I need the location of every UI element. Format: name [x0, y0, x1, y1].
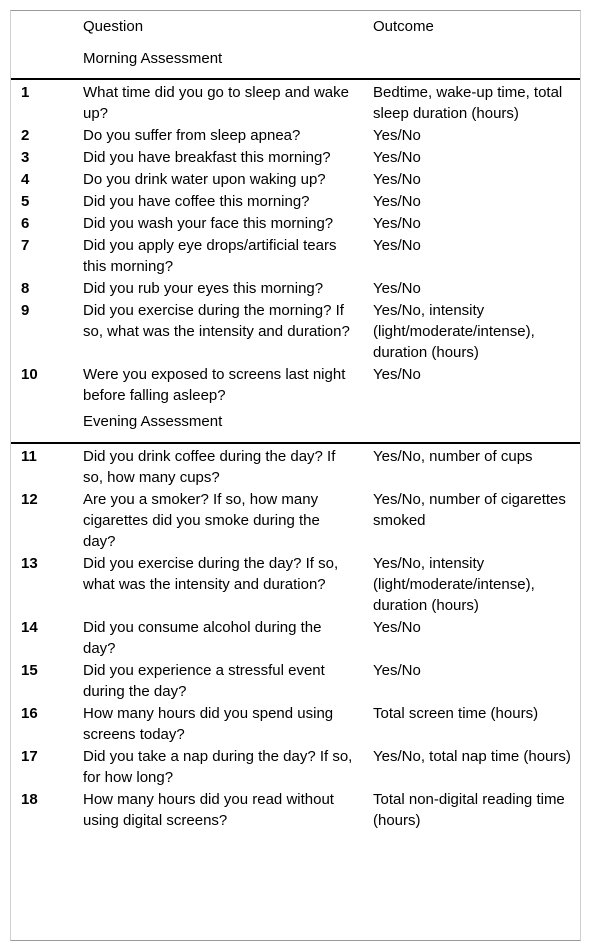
row-outcome: Yes/No — [373, 366, 421, 383]
row-outcome: Yes/No — [373, 127, 421, 144]
row-number: 7 — [21, 237, 30, 254]
row-number: 9 — [21, 302, 30, 319]
assessment-table — [11, 11, 580, 832]
row-number: 12 — [21, 491, 38, 508]
row-number: 6 — [21, 215, 30, 232]
row-question: Were you exposed to screens last night before falling asleep? — [83, 366, 346, 404]
row-number: 11 — [21, 448, 37, 465]
header-question: Question — [83, 18, 144, 35]
row-question: Did you consume alcohol during the day? — [83, 619, 322, 657]
row-number: 10 — [21, 366, 38, 383]
row-outcome: Yes/No — [373, 215, 421, 232]
row-outcome: Yes/No — [373, 280, 421, 297]
row-number: 4 — [21, 171, 30, 188]
row-number: 14 — [21, 619, 38, 636]
row-number: 3 — [21, 149, 30, 166]
table-row — [11, 125, 580, 147]
row-question: Did you wash your face this morning? — [83, 215, 334, 232]
table-row — [11, 169, 580, 191]
row-outcome: Yes/No — [373, 237, 421, 254]
row-question: Did you have breakfast this morning? — [83, 149, 331, 166]
row-question: What time did you go to sleep and wake up? — [83, 84, 349, 122]
section-outcome-cell — [362, 42, 580, 79]
row-number: 13 — [21, 555, 38, 572]
table-row — [11, 191, 580, 213]
table-row — [11, 364, 580, 407]
section-number-cell — [11, 407, 72, 443]
row-outcome: Total screen time (hours) — [373, 705, 539, 722]
row-number: 17 — [21, 748, 38, 765]
row-question: Did you exercise during the day? If so, what was the intensity and duration? — [83, 555, 339, 593]
header-outcome: Outcome — [373, 18, 434, 35]
row-outcome: Yes/No, intensity (light/moderate/intense), duration (hours) — [373, 302, 535, 361]
table-row — [11, 617, 580, 660]
row-outcome: Yes/No, total nap time (hours) — [373, 748, 571, 765]
row-outcome: Yes/No — [373, 149, 421, 166]
row-number: 1 — [21, 84, 30, 101]
section-title: Morning Assessment — [83, 50, 223, 67]
row-outcome: Yes/No, intensity (light/moderate/intense), duration (hours) — [373, 555, 535, 614]
table-row — [11, 489, 580, 553]
row-outcome: Yes/No, number of cigarettes smoked — [373, 491, 566, 529]
table-row — [11, 444, 580, 489]
section-header-row — [11, 407, 580, 443]
row-number: 16 — [21, 705, 38, 722]
table-row — [11, 147, 580, 169]
header-number-cell — [11, 11, 72, 42]
row-outcome: Yes/No — [373, 171, 421, 188]
row-question: How many hours did you read without using digital screens? — [83, 791, 334, 829]
row-question: Did you have coffee this morning? — [83, 193, 310, 210]
table-header-row — [11, 11, 580, 42]
row-question: Did you exercise during the morning? If so, what was the intensity and duration? — [83, 302, 350, 340]
section-header-row — [11, 42, 580, 79]
table-row — [11, 703, 580, 746]
row-number: 15 — [21, 662, 38, 679]
row-question: Are you a smoker? If so, how many cigarettes did you smoke during the day? — [83, 491, 320, 550]
table-row — [11, 213, 580, 235]
row-question: Did you take a nap during the day? If so, for how long? — [83, 748, 353, 786]
row-question: Do you suffer from sleep apnea? — [83, 127, 301, 144]
section-title: Evening Assessment — [83, 413, 223, 430]
section-number-cell — [11, 42, 72, 79]
table-row — [11, 80, 580, 125]
row-question: Did you rub your eyes this morning? — [83, 280, 324, 297]
row-question: Did you drink coffee during the day? If so, how many cups? — [83, 448, 336, 486]
row-outcome: Yes/No — [373, 619, 421, 636]
table-row — [11, 235, 580, 278]
row-outcome: Yes/No — [373, 193, 421, 210]
table-row — [11, 278, 580, 300]
row-question: Did you experience a stressful event during the day? — [83, 662, 325, 700]
table-row — [11, 746, 580, 789]
row-question: Did you apply eye drops/artificial tears this morning? — [83, 237, 337, 275]
table-row — [11, 660, 580, 703]
row-outcome: Yes/No — [373, 662, 421, 679]
row-number: 18 — [21, 791, 38, 808]
row-question: How many hours did you spend using screens today? — [83, 705, 334, 743]
row-outcome: Total non-digital reading time (hours) — [373, 791, 565, 829]
row-question: Do you drink water upon waking up? — [83, 171, 326, 188]
row-outcome: Bedtime, wake-up time, total sleep duration (hours) — [373, 84, 563, 122]
table-row — [11, 300, 580, 364]
row-number: 8 — [21, 280, 30, 297]
row-number: 2 — [21, 127, 30, 144]
section-outcome-cell — [362, 407, 580, 443]
table-row — [11, 553, 580, 617]
row-number: 5 — [21, 193, 30, 210]
row-outcome: Yes/No, number of cups — [373, 448, 533, 465]
table-row — [11, 789, 580, 832]
